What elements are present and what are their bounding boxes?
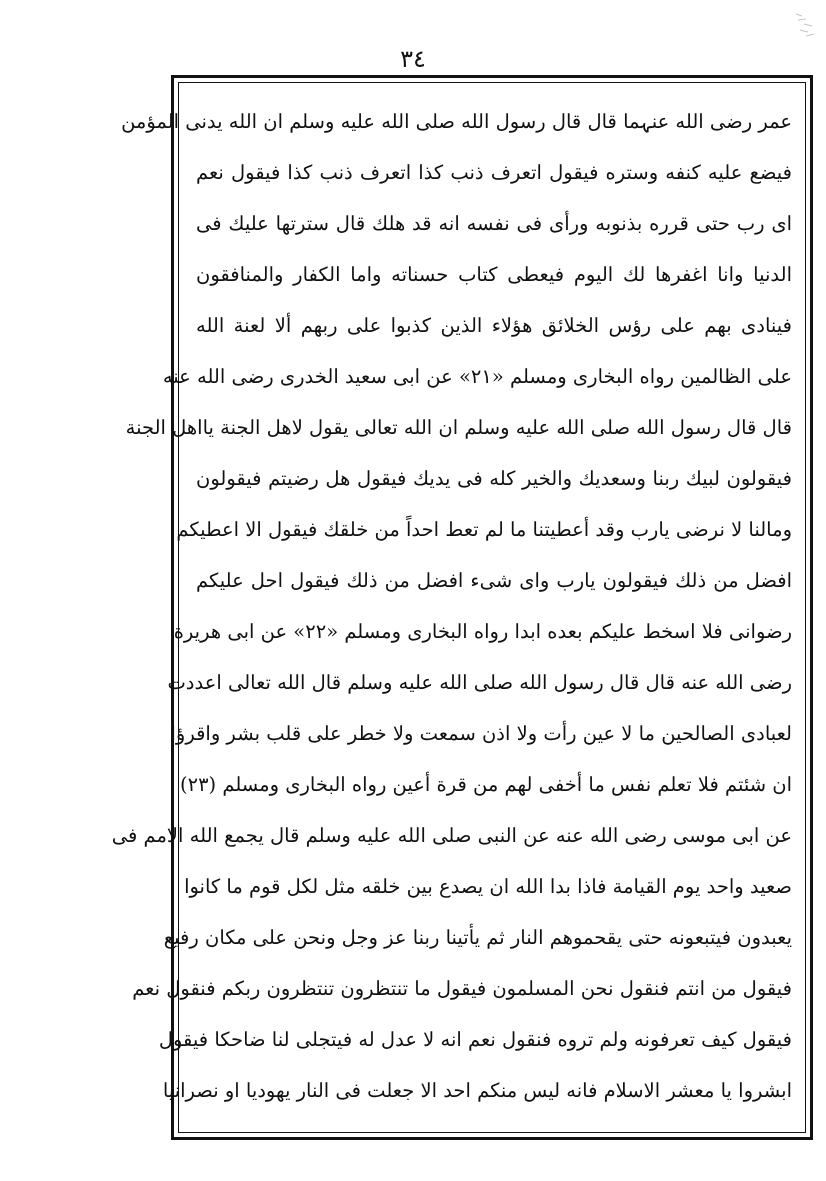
text-line: عمر رضی الله عنہما قال قال رسول الله صلی الله علیه وسلم ان الله یدنی المؤمن (121, 110, 792, 133)
text-line: ای رب حتی قرره بذنوبه ورأی فی نفسه انه قد هلك قال سترتها علیك فی (196, 212, 792, 235)
text-line: فیضع علیه کنفه وستره فیقول اتعرف ذنب کذا اتعرف ذنب کذا فیقول نعم (196, 161, 792, 184)
page-number: ٣٤ (400, 45, 426, 73)
text-line: فیقول کیف تعرفونه ولم تروه فنقول نعم انه لا عدل له فیتجلی لنا ضاحکا فیقول (158, 1028, 792, 1051)
text-line: فیقولون لبیك ربنا وسعدیك والخیر كله فی یدیك فیقول هل رضیتم فیقولون (196, 467, 792, 490)
text-line: الدنیا وانا اغفرها لك الیوم فیعطی کتاب حسناته واما الکفار والمنافقون (196, 263, 792, 286)
text-line: ومالنا لا نرضی یارب وقد أعطیتنا ما لم تعط احداً من خلقك فیقول الا اعطیکم (176, 518, 792, 541)
text-line: فینادی بهم علی رؤس الخلائق هؤلاء الذین کذبوا علی ربهم ألا لعنة الله (196, 314, 792, 337)
text-line: عن ابی موسی رضی الله عنه عن النبی صلی الله علیه وسلم قال یجمع الله الامم فی (111, 824, 792, 847)
text-line: صعید واحد یوم القیامة فاذا بدا الله ان یصدع بین خلقه مثل لکل قوم ما کانوا (184, 875, 792, 898)
text-line: رضوانی فلا اسخط علیکم بعده ابدا رواه البخاری ومسلم «٢٢» عن ابی هریرة (173, 620, 792, 643)
text-line: فیقول من انتم فنقول نحن المسلمون فیقول ما تنتظرون تنتظرون ربکم فنقول نعم (132, 977, 792, 1000)
text-line: ابشروا یا معشر الاسلام فانه لیس منکم احد الا جعلت فی النار یهودیا او نصرانیا (162, 1079, 792, 1102)
main-text (111, 96, 792, 1120)
text-line: یعبدون فیتبعونه حتی یقحموهم النار ثم یأتینا ربنا عز وجل ونحن علی مکان رفیع (163, 926, 792, 949)
text-line: علی الظالمین رواه البخاری ومسلم «٢١» عن ابی سعید الخدری رضی الله عنه (162, 365, 792, 388)
text-line: ان شئتم فلا تعلم نفس ما أخفی لهم من قرة أعین رواه البخاری ومسلم (٢٣) (179, 773, 792, 796)
scan-artifact-mark (792, 10, 818, 40)
text-line: لعبادی الصالحین ما لا عین رأت ولا اذن سمعت ولا خطر علی قلب بشر واقرؤا (170, 722, 792, 745)
text-line: قال قال رسول الله صلی الله علیه وسلم ان الله تعالی یقول لاهل الجنة یااهل الجنة (125, 416, 792, 439)
text-line: افضل من ذلك فیقولون یارب وای شیء افضل من ذلك فیقول احل علیکم (196, 569, 792, 592)
text-line: رضی الله عنه قال قال رسول الله صلی الله علیه وسلم قال الله تعالی اعددت (167, 671, 792, 694)
